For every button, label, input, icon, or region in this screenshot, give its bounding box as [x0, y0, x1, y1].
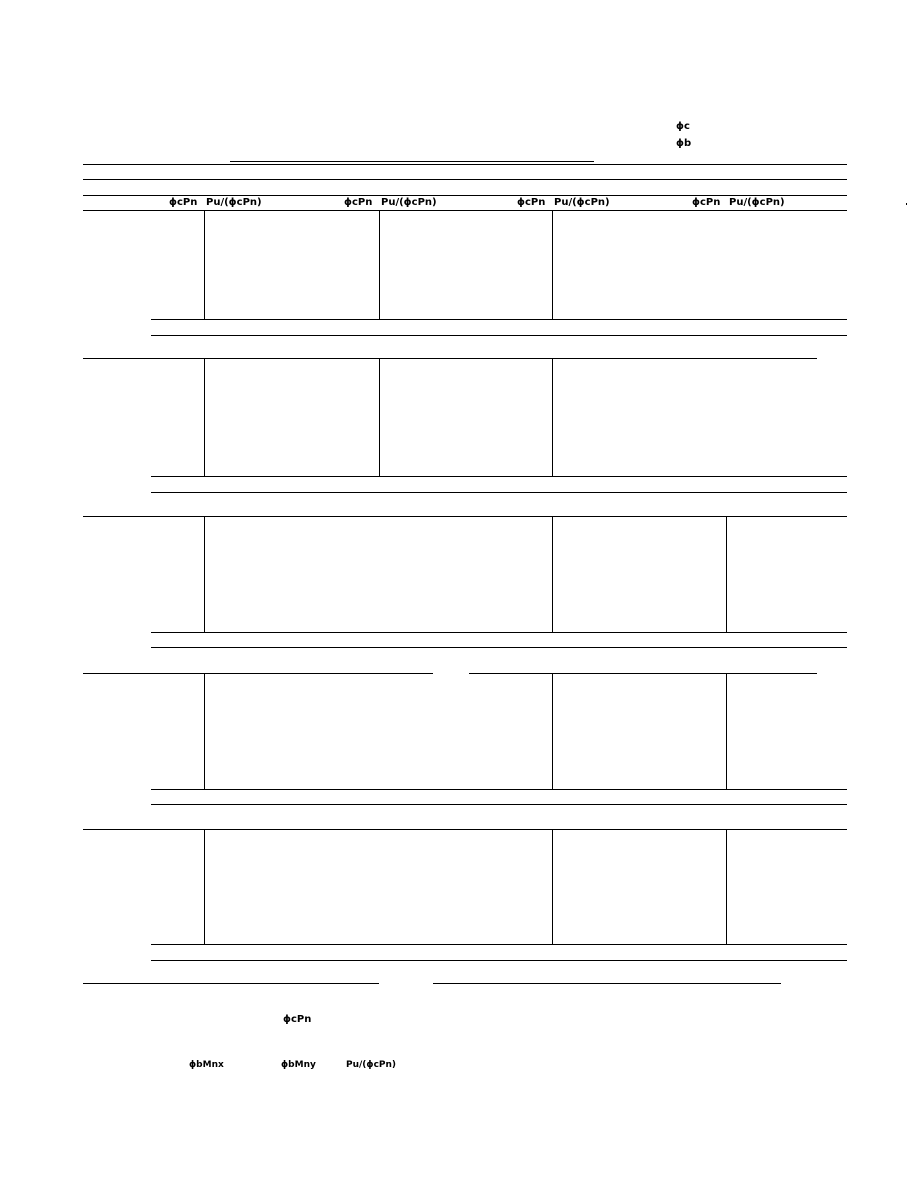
footer-phicpn: ϕcPn: [283, 1014, 312, 1025]
col4-ratio-header: Pu/(ϕcPn): [729, 197, 785, 208]
table-rule: [151, 944, 847, 945]
table-rule: [151, 492, 847, 493]
column-divider: [552, 829, 553, 944]
col1-ratio-header: Pu/(ϕcPn): [206, 197, 262, 208]
table-rule: [151, 804, 847, 805]
title-underline: [230, 161, 594, 162]
table-rule: [83, 195, 847, 196]
column-divider: [552, 358, 553, 476]
column-divider: [204, 516, 205, 632]
column-divider: [726, 829, 727, 944]
table-rule: [83, 358, 817, 359]
column-divider: [204, 673, 205, 789]
col3-ratio-header: Pu/(ϕcPn): [554, 197, 610, 208]
column-divider: [726, 673, 727, 789]
table-rule: [83, 673, 433, 674]
table-rule: [469, 673, 817, 674]
footer-phibmnx: ϕbMnx: [189, 1060, 224, 1070]
table-rule: [151, 335, 847, 336]
col2-phicpn-header: ϕcPn: [344, 197, 373, 208]
table-bottom-rule: [83, 983, 379, 984]
column-divider: [726, 516, 727, 632]
table-rule: [83, 829, 847, 830]
table-top-rule: [83, 164, 847, 165]
table-rule: [151, 789, 847, 790]
edge-mark: [906, 203, 907, 205]
footer-ratio: Pu/(ϕcPn): [346, 1060, 397, 1070]
col1-phicpn-header: ϕcPn: [169, 197, 198, 208]
col2-ratio-header: Pu/(ϕcPn): [381, 197, 437, 208]
column-divider: [552, 673, 553, 789]
column-divider: [552, 516, 553, 632]
col3-phicpn-header: ϕcPn: [517, 197, 546, 208]
column-divider: [204, 210, 205, 319]
column-divider: [204, 829, 205, 944]
table-rule: [151, 647, 847, 648]
column-divider: [379, 210, 380, 319]
column-divider: [552, 210, 553, 319]
phi-b-symbol: ϕb: [676, 138, 692, 149]
col4-phicpn-header: ϕcPn: [692, 197, 721, 208]
table-rule: [83, 516, 847, 517]
table-bottom-rule: [433, 983, 781, 984]
table-rule: [151, 960, 847, 961]
table-rule: [83, 179, 847, 180]
column-divider: [204, 358, 205, 476]
phi-c-symbol: ϕc: [676, 121, 690, 132]
header-bottom-rule: [83, 210, 847, 211]
column-divider: [379, 358, 380, 476]
table-rule: [151, 476, 847, 477]
footer-phibmny: ϕbMny: [281, 1060, 316, 1070]
table-rule: [151, 319, 847, 320]
table-rule: [151, 632, 847, 633]
